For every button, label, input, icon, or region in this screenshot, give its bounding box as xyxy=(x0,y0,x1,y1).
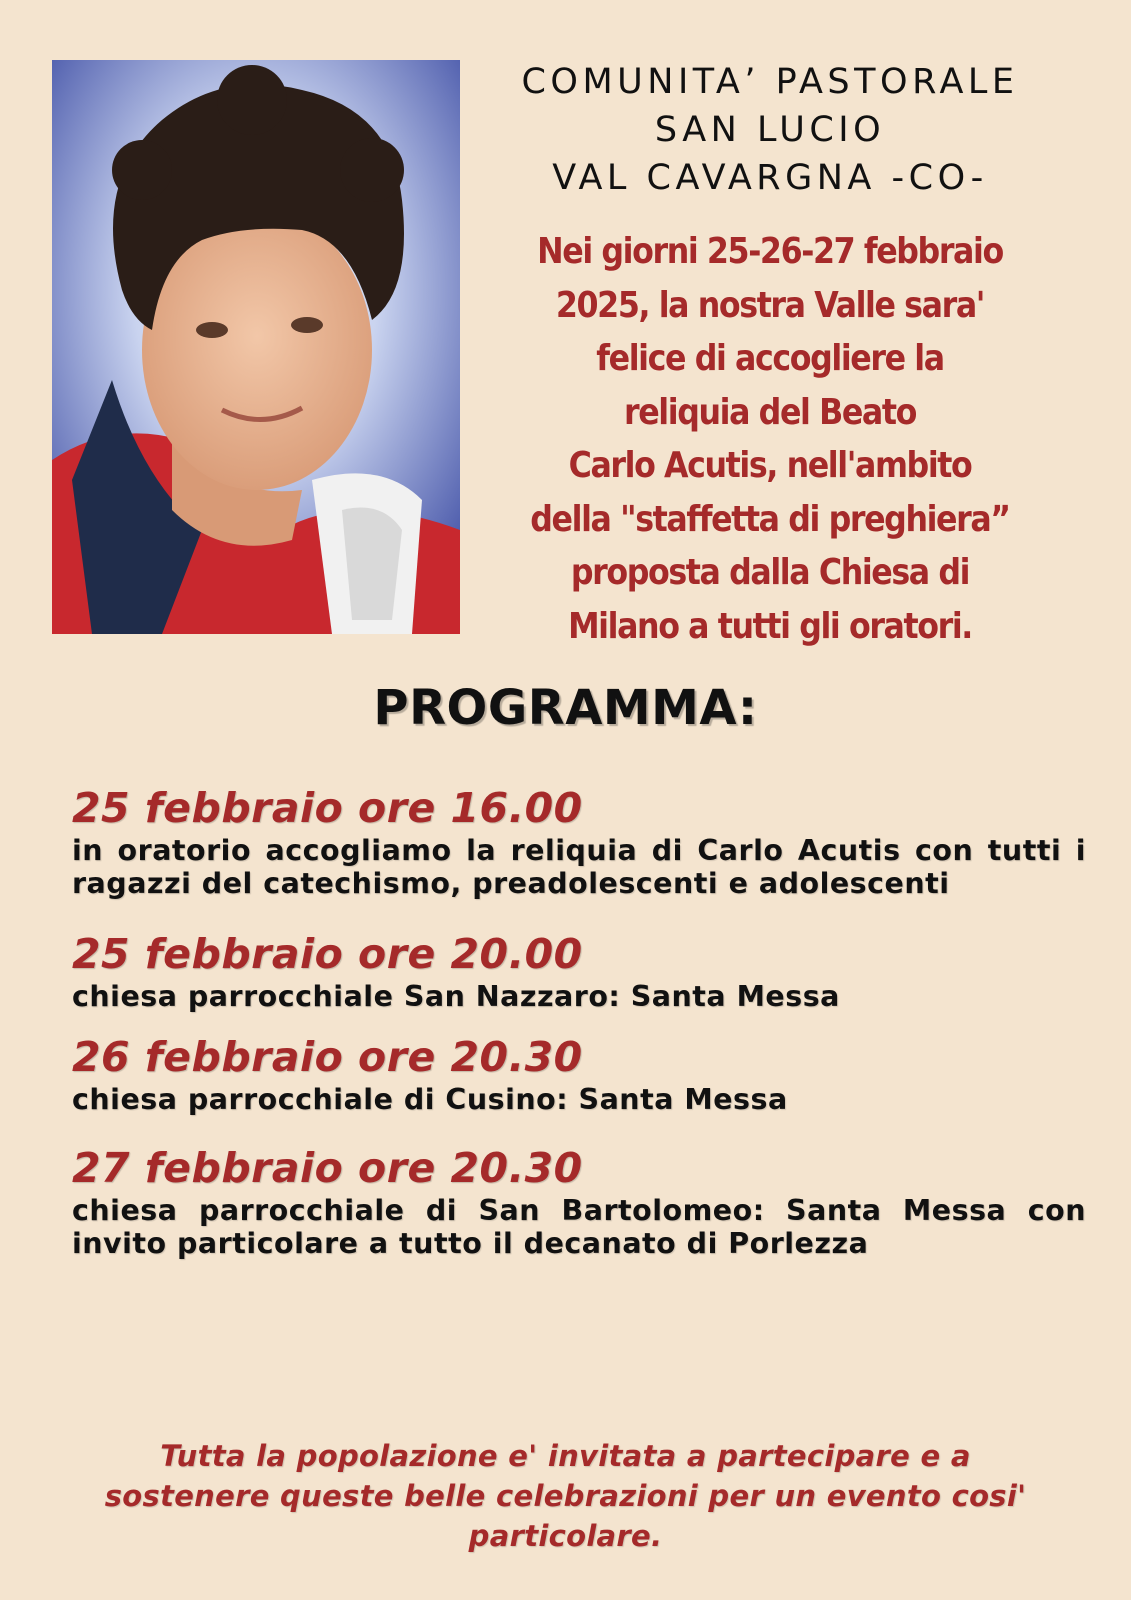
program-event xyxy=(72,1031,1086,1116)
event-date: 26 febbraio ore 20.30 xyxy=(72,1033,583,1081)
program-events xyxy=(72,782,1086,1260)
closing-line: Tutta la popolazione e' invitata a partecipare e a xyxy=(160,1439,971,1473)
event-description: chiesa parrocchiale San Nazzaro: Santa Messa xyxy=(72,980,840,1013)
intro-line: reliquia del Beato xyxy=(624,391,916,433)
event-description: chiesa parrocchiale di Cusino: Santa Messa xyxy=(72,1083,788,1116)
organization-name xyxy=(470,58,1070,202)
closing-line: particolare. xyxy=(468,1519,663,1553)
event-date: 27 febbraio ore 20.30 xyxy=(72,1144,583,1192)
intro-line: proposta dalla Chiesa di xyxy=(570,552,970,593)
event-description: chiesa parrocchiale di San Bartolomeo: Santa Messa con invito particolare a tutto il decanato di Porlezza xyxy=(72,1194,1086,1260)
portrait-photo-icon xyxy=(52,60,460,634)
intro-text xyxy=(506,225,1034,653)
intro-line: Nei giorni 25-26-27 febbraio xyxy=(537,231,1003,272)
intro-line: Carlo Acutis, nell'ambito xyxy=(568,445,972,486)
event-date: 25 febbraio ore 16.00 xyxy=(72,784,583,832)
intro-line: felice di accogliere la xyxy=(596,338,944,379)
organization-line: SAN LUCIO xyxy=(654,110,886,150)
program-heading: PROGRAMMA: xyxy=(373,680,758,736)
organization-line: VAL CAVARGNA -CO- xyxy=(552,158,988,198)
organization-line: COMUNITA’ PASTORALE xyxy=(521,62,1019,102)
intro-line: della "staffetta di preghiera” xyxy=(530,498,1010,540)
intro-line: 2025, la nostra Valle sara' xyxy=(555,284,985,326)
program-event xyxy=(72,928,1086,1013)
intro-line: Milano a tutti gli oratori. xyxy=(568,605,972,647)
program-event xyxy=(72,782,1086,900)
event-date: 25 febbraio ore 20.00 xyxy=(72,930,583,978)
portrait-photo xyxy=(52,60,460,634)
event-description: in oratorio accogliamo la reliquia di Carlo Acutis con tutti i ragazzi del catechismo, preadolescenti e adolescenti xyxy=(72,834,1086,900)
closing-invitation xyxy=(60,1436,1071,1556)
closing-line: sostenere queste belle celebrazioni per un evento cosi' xyxy=(104,1479,1027,1513)
program-event xyxy=(72,1142,1086,1260)
